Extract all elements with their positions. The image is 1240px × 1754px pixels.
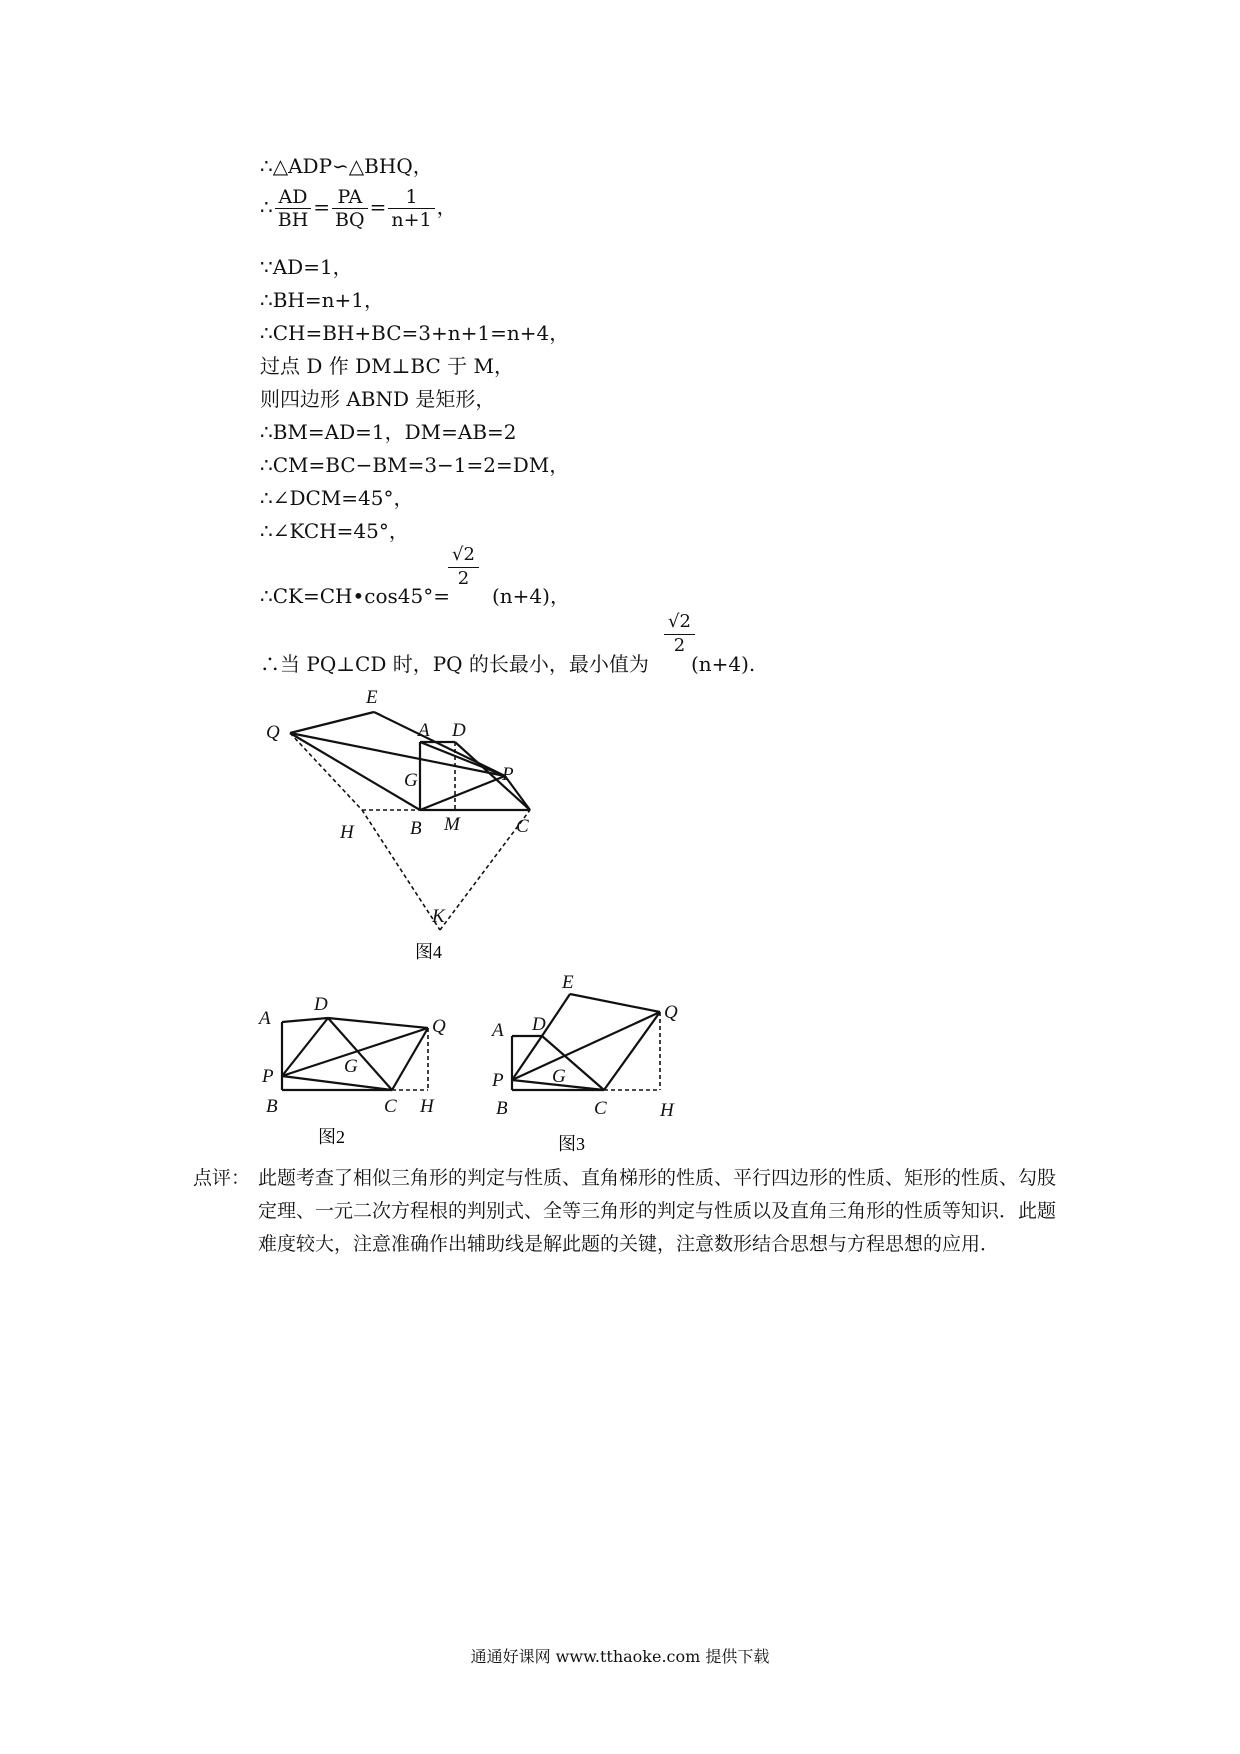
label-q: Q	[664, 1002, 678, 1023]
label-e: E	[366, 687, 378, 708]
segment-qe	[290, 712, 374, 733]
figure-2-caption: 图2	[318, 1127, 345, 1145]
label-a: A	[492, 1020, 504, 1041]
solution-line-9: ∴CM=BC−BM=3−1=2=DM，	[260, 453, 570, 477]
figure-3-caption: 图3	[558, 1134, 585, 1154]
solution-line-5: ∴CH=BH+BC=3+n+1=n+4，	[260, 321, 570, 345]
fraction-1-n1	[388, 186, 434, 231]
label-d: D	[452, 720, 466, 741]
solution-line-11: ∴∠KCH=45°，	[260, 519, 409, 543]
fraction-numerator: 1	[388, 186, 434, 209]
segment-ad	[282, 1018, 328, 1022]
solution-line-10: ∴∠DCM=45°，	[260, 486, 414, 510]
figure-4-caption: 图4	[415, 942, 442, 960]
solution-line-1: ∴△ADP∽△BHQ，	[260, 154, 433, 178]
fraction-denominator: n+1	[391, 209, 432, 231]
label-p: P	[502, 764, 514, 785]
segment-de	[542, 994, 570, 1036]
solution-line-3: ∵AD=1，	[260, 255, 353, 279]
label-p: P	[262, 1066, 274, 1087]
label-c: C	[516, 816, 529, 837]
label-q: Q	[266, 722, 280, 743]
label-m: M	[444, 814, 460, 835]
segment-qp	[290, 733, 505, 776]
sqrt2-over-2-fraction	[664, 610, 695, 657]
label-d: D	[532, 1014, 546, 1035]
label-g: G	[552, 1066, 566, 1087]
segment-dc	[328, 1018, 392, 1090]
fraction-numerator: √2	[664, 610, 695, 635]
therefore-symbol: ∴	[260, 195, 273, 219]
label-g: G	[404, 770, 418, 791]
line-text: ∴CK=CH•cos45°=	[260, 584, 450, 608]
fraction-denominator: 2	[457, 568, 470, 589]
label-h: H	[340, 822, 354, 843]
segment-dq	[328, 1018, 428, 1028]
label-k: K	[432, 906, 445, 927]
fraction-denominator: 2	[673, 635, 686, 656]
label-q: Q	[432, 1016, 446, 1037]
label-h: H	[420, 1096, 434, 1117]
fraction-numerator: √2	[448, 543, 479, 568]
line-text: (n+4)，	[491, 584, 570, 608]
fraction-numerator: AD	[275, 186, 312, 209]
comment-text: 此题考查了相似三角形的判定与性质、直角梯形的性质、平行四边形的性质、矩形的性质、勾股定理、一元二次方程根的判别式、全等三角形的判定与性质以及直角三角形的性质等知识．此题难度较大，注意准确作出辅助线是解此题的关键，注意数形结合思想与方程思想的应用．	[258, 1167, 1057, 1255]
label-b: B	[496, 1098, 508, 1119]
line-text: (n+4).	[690, 652, 756, 676]
segment-dc	[455, 742, 530, 810]
solution-line-12	[260, 583, 570, 609]
label-g: G	[344, 1056, 358, 1077]
label-p: P	[492, 1070, 504, 1091]
solution-line-6: 过点 D 作 DM⊥BC 于 M，	[260, 354, 514, 378]
label-e: E	[562, 972, 574, 993]
fraction-pa-bq	[332, 186, 368, 231]
label-h: H	[660, 1100, 674, 1121]
label-c: C	[384, 1096, 397, 1117]
page-footer: 通通好课网 www.tthaoke.com 提供下载	[470, 1647, 770, 1666]
fraction-denominator: BH	[277, 209, 309, 231]
label-a: A	[418, 720, 430, 741]
figure-2-diagram	[250, 985, 460, 1145]
figure-4-diagram	[250, 680, 550, 960]
fraction-ad-bh	[275, 186, 312, 231]
line-text: ∴当 PQ⊥CD 时，PQ 的长最小，最小值为	[260, 652, 649, 676]
label-c: C	[594, 1098, 607, 1119]
segment-ep	[374, 712, 505, 776]
solution-line-8: ∴BM=AD=1，DM=AB=2	[260, 420, 517, 444]
segment-eq	[570, 994, 660, 1012]
label-d: D	[314, 994, 328, 1015]
comment-block	[193, 1162, 1073, 1261]
segment-hk-dashed	[362, 810, 440, 930]
segment-bp	[420, 776, 505, 810]
segment-ap	[420, 742, 505, 776]
comment-label: 点评：	[193, 1167, 251, 1189]
fraction-denominator: BQ	[335, 209, 365, 231]
figure-3-diagram	[480, 960, 690, 1155]
sqrt2-over-2-fraction	[448, 543, 479, 590]
solution-line-7: 则四边形 ABND 是矩形，	[260, 387, 496, 411]
solution-line-2: ∴ $\frac{AD}{BH}$ = $\frac{PA}{BQ}$ = $\frac{1}{n+1}$ ，	[260, 186, 457, 231]
segment-qb	[290, 733, 420, 810]
segment-pc	[282, 1076, 392, 1090]
label-b: B	[266, 1096, 278, 1117]
fraction-numerator: PA	[332, 186, 368, 209]
label-a: A	[259, 1008, 271, 1029]
label-b: B	[410, 818, 422, 839]
solution-line-4: ∴BH=n+1，	[260, 288, 384, 312]
